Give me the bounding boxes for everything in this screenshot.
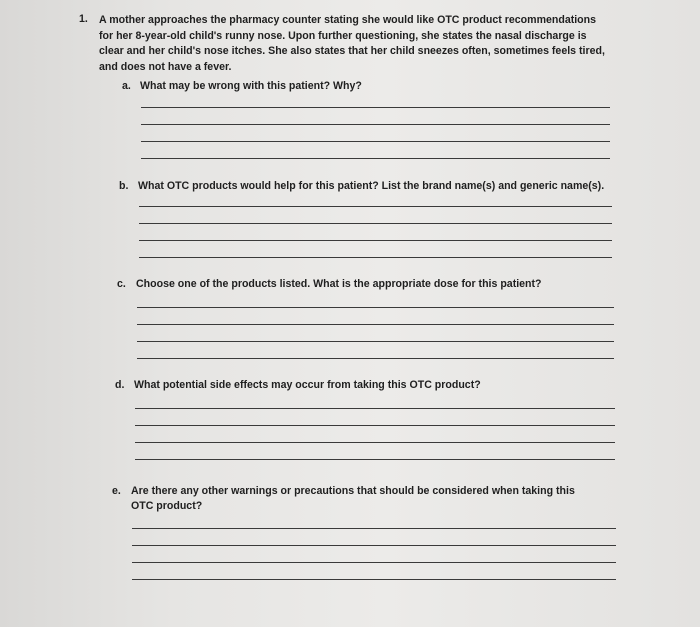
answer-line-a-2[interactable] bbox=[141, 124, 610, 125]
part-e-question: Are there any other warnings or precautions that should be considered when taking this OTC product? bbox=[131, 485, 575, 512]
answer-line-e-4[interactable] bbox=[132, 579, 616, 580]
answer-line-d-4[interactable] bbox=[135, 459, 615, 460]
answer-line-b-2[interactable] bbox=[139, 223, 612, 224]
answer-line-c-3[interactable] bbox=[137, 341, 614, 342]
part-d-letter: d. bbox=[115, 379, 125, 391]
answer-line-b-1[interactable] bbox=[139, 206, 612, 207]
part-e-letter: e. bbox=[112, 485, 121, 497]
answer-line-e-2[interactable] bbox=[132, 545, 616, 546]
answer-line-a-1[interactable] bbox=[141, 107, 610, 108]
answer-line-a-4[interactable] bbox=[141, 158, 610, 159]
part-c-letter: c. bbox=[117, 278, 126, 290]
part-a-question: What may be wrong with this patient? Why? bbox=[140, 80, 362, 92]
answer-line-c-2[interactable] bbox=[137, 324, 614, 325]
answer-line-a-3[interactable] bbox=[141, 141, 610, 142]
answer-line-d-2[interactable] bbox=[135, 425, 615, 426]
part-d-question: What potential side effects may occur from taking this OTC product? bbox=[134, 379, 481, 391]
answer-line-e-3[interactable] bbox=[132, 562, 616, 563]
answer-line-c-1[interactable] bbox=[137, 307, 614, 308]
part-c-question: Choose one of the products listed. What is the appropriate dose for this patient? bbox=[136, 278, 542, 290]
answer-line-d-3[interactable] bbox=[135, 442, 615, 443]
answer-line-e-1[interactable] bbox=[132, 528, 616, 529]
answer-line-b-3[interactable] bbox=[139, 240, 612, 241]
answer-line-c-4[interactable] bbox=[137, 358, 614, 359]
question-intro: A mother approaches the pharmacy counter stating she would like OTC product recommendations for her 8-year-old child's runny nose. Upon further questioning, she states the nasal discharge is clear and her child's nose itches. She also states that her child sneezes often, sometimes feels tired, and does not have a fever. bbox=[99, 14, 605, 73]
answer-line-b-4[interactable] bbox=[139, 257, 612, 258]
part-a-letter: a. bbox=[122, 80, 131, 92]
part-b-question: What OTC products would help for this patient? List the brand name(s) and generic name(s). bbox=[138, 180, 605, 192]
answer-line-d-1[interactable] bbox=[135, 408, 615, 409]
question-number: 1. bbox=[79, 13, 88, 25]
part-b-letter: b. bbox=[119, 180, 129, 192]
